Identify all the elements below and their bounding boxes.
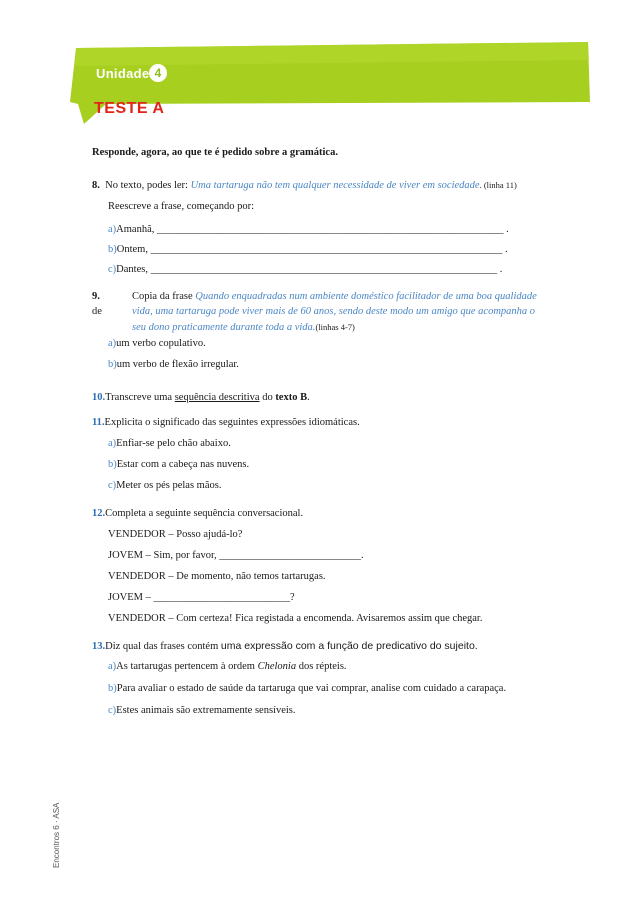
q13-b-letter: b) xyxy=(108,683,117,694)
q9-de: de xyxy=(92,306,102,317)
q9-quote-2: vida, uma tartaruga pode viver mais de 60 anos, sendo deste modo um amigo que acompanha o xyxy=(132,306,536,317)
q13-a-after: dos répteis. xyxy=(296,661,347,672)
q8-quote: Uma tartaruga não tem qualquer necessidade de viver em sociedade xyxy=(190,180,480,191)
q9-lead: Copia da frase xyxy=(132,291,196,302)
q11-number: 11. xyxy=(92,417,105,428)
q13-text xyxy=(92,639,478,654)
q11-option-b[interactable] xyxy=(108,458,249,472)
q8-option-a[interactable] xyxy=(108,223,509,237)
q13-c-text: Estes animais são extremamente sensíveis. xyxy=(116,705,296,716)
q13-option-a[interactable] xyxy=(108,660,347,674)
dialogue-line-2[interactable]: JOVEM – Sim, por favor, ___________________________. xyxy=(108,550,364,561)
q12-prompt: Completa a seguinte sequência conversacional. xyxy=(105,508,304,519)
q8-prompt: Reescreve a frase, começando por: xyxy=(108,201,255,212)
q12-number: 12. xyxy=(92,508,106,519)
q10-text xyxy=(92,391,310,405)
q8-b-letter: b) xyxy=(108,244,117,255)
q8-a-letter: a) xyxy=(108,224,117,235)
q13-a-italic: Chelonia xyxy=(257,661,297,672)
q13-option-c[interactable] xyxy=(108,704,296,718)
q11-c-letter: c) xyxy=(108,480,117,491)
q9-option-b[interactable] xyxy=(108,358,239,372)
q11-text xyxy=(92,416,360,430)
q11-b-text: Estar com a cabeça nas nuvens. xyxy=(116,459,250,470)
q13-a-before: As tartarugas pertencem à ordem xyxy=(116,661,258,672)
q12-text xyxy=(92,507,303,521)
unit-label: Unidade xyxy=(96,66,150,81)
q8-c-text: Dantes, __________________________________________________________________ . xyxy=(116,264,503,275)
q9-b-text: um verbo de flexão irregular. xyxy=(116,359,239,370)
test-title: TESTE A xyxy=(94,100,165,117)
q11-b-letter: b) xyxy=(108,459,117,470)
q8-a-text: Amanhã, __________________________________________________________________ . xyxy=(116,224,509,235)
q9-b-letter: b) xyxy=(108,359,117,370)
q9-number: 9. xyxy=(92,291,100,302)
side-publisher-text: Encontros 6 · ASA xyxy=(52,802,61,868)
q11-option-a[interactable] xyxy=(108,437,231,451)
q11-a-text: Enfiar-se pelo chão abaixo. xyxy=(116,438,231,449)
q9-quote-3: seu dono praticamente durante toda a vida. xyxy=(132,322,316,333)
q8-option-c[interactable] xyxy=(108,263,502,277)
q8-lead: No texto, podes ler: xyxy=(105,180,191,191)
q10-underlined: sequência descritiva xyxy=(174,392,260,403)
q10-bold: texto B xyxy=(275,392,308,403)
q10-lead: Transcreve uma xyxy=(105,392,175,403)
q11-a-letter: a) xyxy=(108,438,117,449)
q13-a-letter: a) xyxy=(108,661,117,672)
q9-ref: (linhas 4-7) xyxy=(315,322,355,332)
dialogue-line-5: VENDEDOR – Com certeza! Fica registada a encomenda. Avisaremos assim que chegar. xyxy=(108,613,483,624)
q9-line1 xyxy=(132,290,537,304)
q8-text xyxy=(92,178,517,193)
q9-a-letter: a) xyxy=(108,338,117,349)
q11-c-text: Meter os pés pelas mãos. xyxy=(116,480,222,491)
dialogue-line-3: VENDEDOR – De momento, não temos tartarugas. xyxy=(108,571,326,582)
q9-line3 xyxy=(132,320,355,335)
q10-end: . xyxy=(307,392,310,403)
q13-c-letter: c) xyxy=(108,705,117,716)
dialogue-line-4[interactable]: JOVEM – __________________________? xyxy=(108,592,295,603)
q11-prompt: Explicita o significado das seguintes expressões idiomáticas. xyxy=(104,417,360,428)
q13-lead: Diz qual das frases contém xyxy=(105,641,221,652)
q10-mid: do xyxy=(259,392,276,403)
q13-number: 13. xyxy=(92,641,106,652)
q9-option-a[interactable] xyxy=(108,337,206,351)
dialogue-line-1: VENDEDOR – Posso ajudá-lo? xyxy=(108,529,243,540)
q9-quote-1: Quando enquadradas num ambiente doméstico facilitador de uma boa qualidade xyxy=(195,291,537,302)
q8-number: 8. xyxy=(92,180,100,191)
q8-ref: . (linha 11) xyxy=(479,180,517,190)
q13-option-b[interactable] xyxy=(108,682,506,696)
q13-lead-sans: uma expressão com a função de predicativo do sujeito. xyxy=(220,640,478,652)
instruction: Responde, agora, ao que te é pedido sobre a gramática. xyxy=(92,147,338,158)
unit-number-badge: 4 xyxy=(149,64,167,82)
q8-option-b[interactable] xyxy=(108,243,508,257)
q11-option-c[interactable] xyxy=(108,479,221,493)
q13-b-text: Para avaliar o estado de saúde da tartaruga que vai comprar, analise com cuidado a carapaça. xyxy=(116,683,507,694)
q8-c-letter: c) xyxy=(108,264,117,275)
q9-a-text: um verbo copulativo. xyxy=(116,338,206,349)
q8-b-text: Ontem, ___________________________________________________________________ . xyxy=(116,244,508,255)
q10-number: 10. xyxy=(92,392,106,403)
